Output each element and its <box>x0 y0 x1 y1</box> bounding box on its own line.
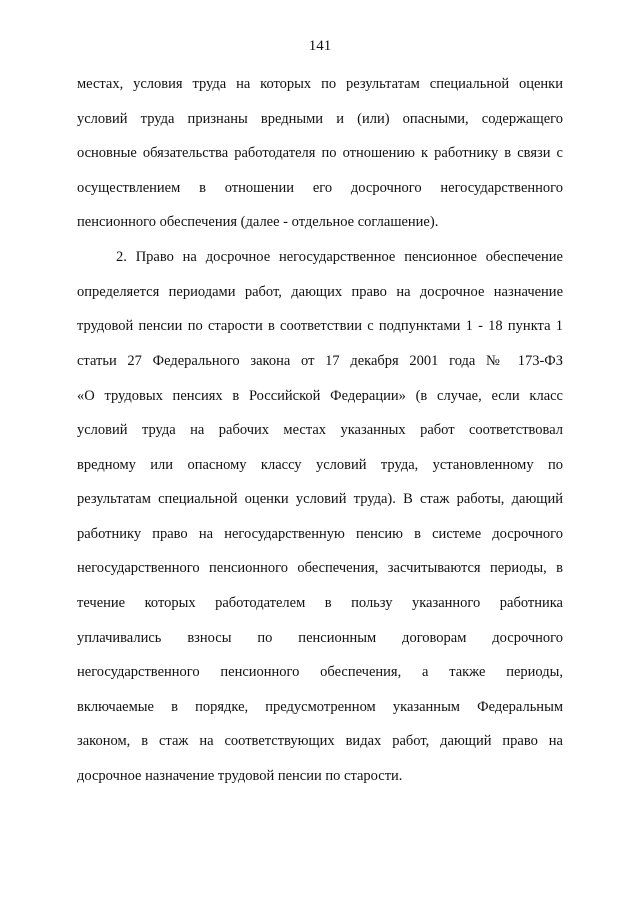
text-line: статьи 27 Федерального закона от 17 декабря 2001 года № 173-ФЗ <box>77 353 563 369</box>
text-line: осуществлением в отношении его досрочного негосударственного <box>77 180 563 196</box>
text-line: определяется периодами работ, дающих право на досрочное назначение <box>77 284 563 300</box>
text-line: «О трудовых пенсиях в Российской Федерации» (в случае, если класс <box>77 388 563 404</box>
text-line: уплачивались взносы по пенсионным договорам досрочного <box>77 630 563 646</box>
text-line: досрочное назначение трудовой пенсии по старости. <box>77 768 403 784</box>
text-line: негосударственного пенсионного обеспечения, засчитываются периоды, в <box>77 560 563 576</box>
text-line: негосударственного пенсионного обеспечения, а также периоды, <box>77 664 563 680</box>
text-line: включаемые в порядке, предусмотренном указанным Федеральным <box>77 699 563 715</box>
text-line: условий труда признаны вредными и (или) опасными, содержащего <box>77 111 563 127</box>
text-line: местах, условия труда на которых по результатам специальной оценки <box>77 76 563 92</box>
text-line: пенсионного обеспечения (далее - отдельное соглашение). <box>77 214 439 230</box>
text-line: основные обязательства работодателя по отношению к работнику в связи с <box>77 145 563 161</box>
text-line: трудовой пенсии по старости в соответствии с подпунктами 1 - 18 пункта 1 <box>77 318 563 334</box>
text-line: результатам специальной оценки условий труда). В стаж работы, дающий <box>77 491 563 507</box>
text-line: вредному или опасному классу условий труда, установленному по <box>77 457 563 473</box>
text-line: законом, в стаж на соответствующих видах работ, дающий право на <box>77 733 563 749</box>
text-line: течение которых работодателем в пользу указанного работника <box>77 595 563 611</box>
paragraph-2-first-line: 2. Право на досрочное негосударственное пенсионное обеспечение <box>116 249 563 265</box>
page-number: 141 <box>308 38 332 54</box>
text-line: работнику право на негосударственную пенсию в системе досрочного <box>77 526 563 542</box>
text-line: условий труда на рабочих местах указанных работ соответствовал <box>77 422 563 438</box>
